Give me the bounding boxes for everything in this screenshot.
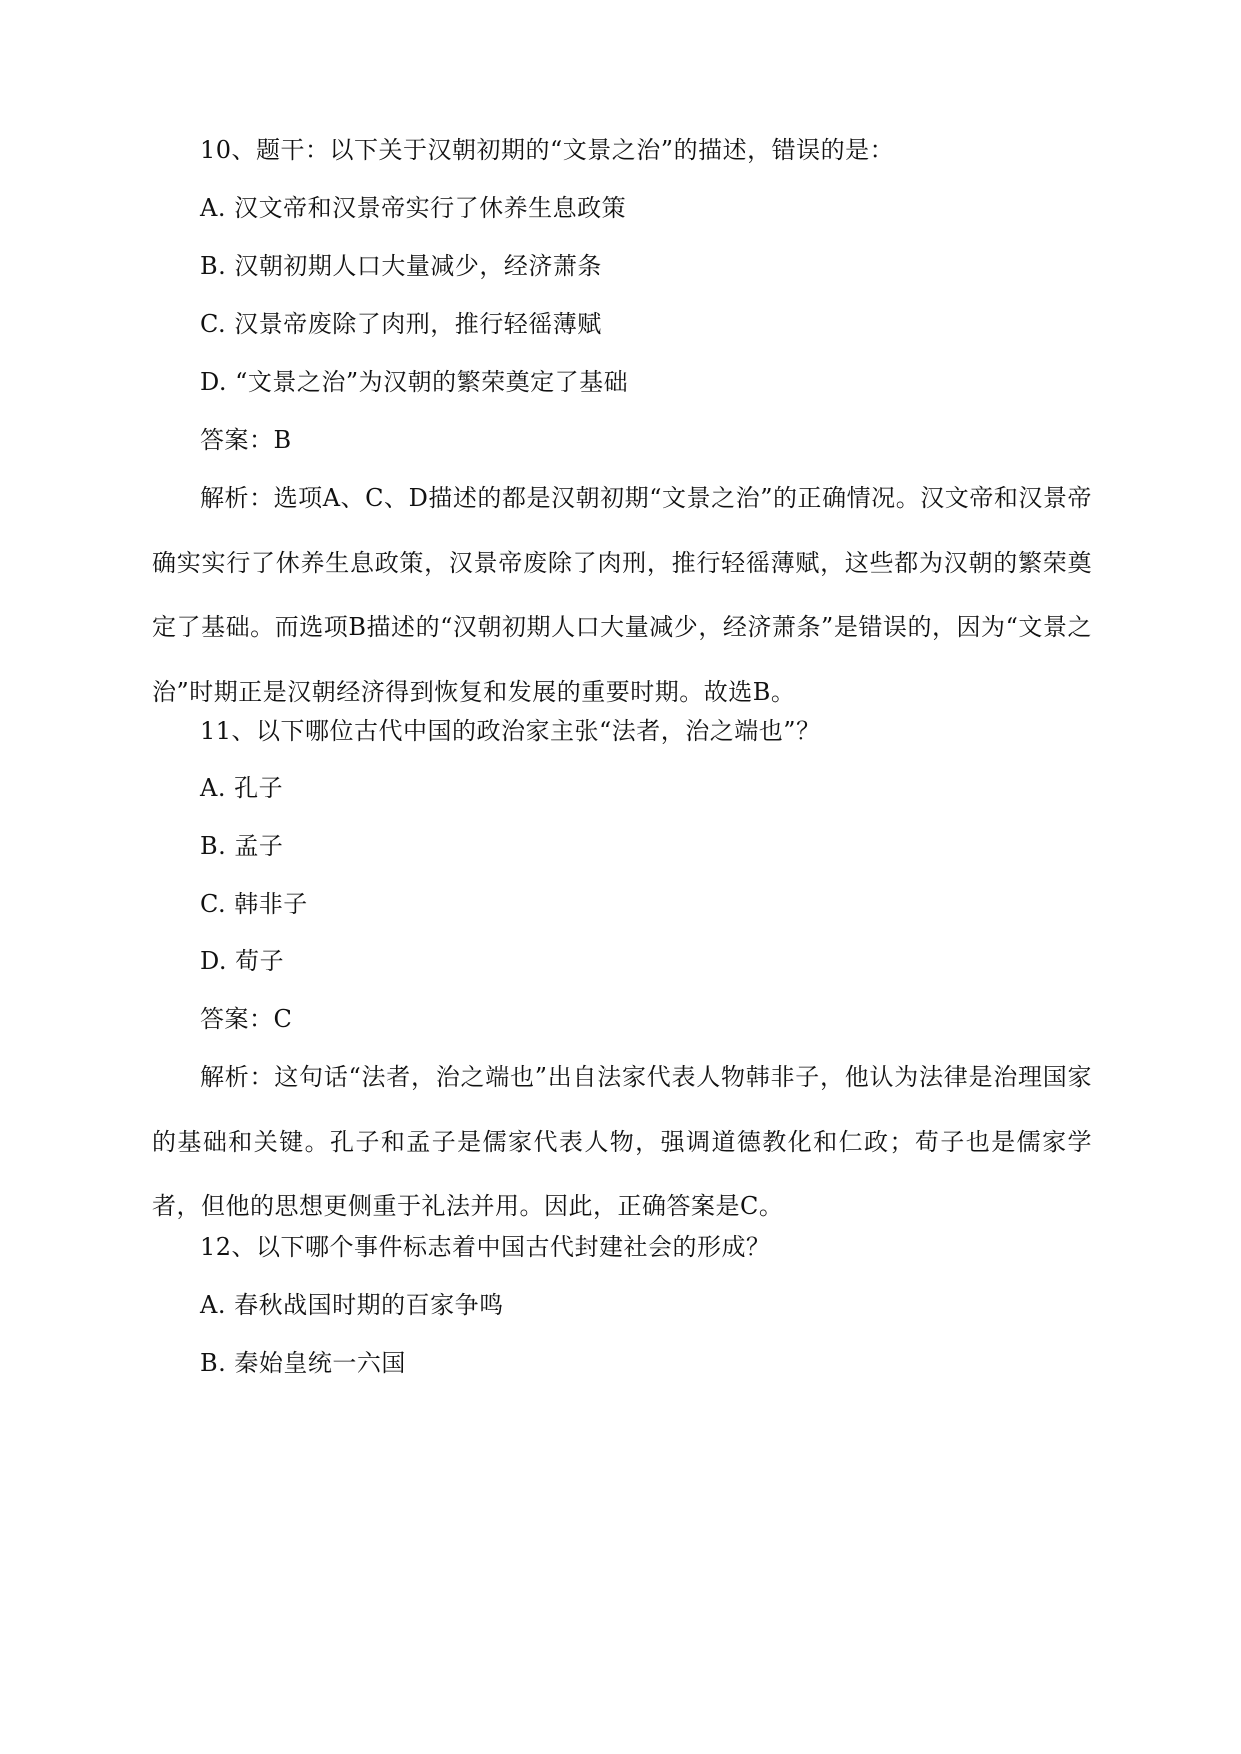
- question-11-option-d: D. 荀子: [200, 947, 285, 975]
- question-11-analysis: 解析：这句话“法者，治之端也”出自法家代表人物韩非子，他认为法律是治理国家的基础和关键。孔子和孟子是儒家代表人物，强调道德教化和仁政；荀子也是儒家学者，但他的思想更侧重于礼法并用。因此，正确答案是C。: [152, 1063, 1092, 1220]
- question-10-analysis: 解析：选项A、C、D描述的都是汉朝初期“文景之治”的正确情况。汉文帝和汉景帝确实实行了休养生息政策，汉景帝废除了肉刑，推行轻徭薄赋，这些都为汉朝的繁荣奠定了基础。而选项B描述的“汉朝初期人口大量减少，经济萧条”是错误的，因为“文景之治”时期正是汉朝经济得到恢复和发展的重要时期。故选B。: [152, 484, 1092, 706]
- question-12-stem: 12、以下哪个事件标志着中国古代封建社会的形成？: [200, 1233, 771, 1261]
- question-11-option-b: B. 孟子: [200, 832, 284, 860]
- question-12-option-b: B. 秦始皇统一六国: [200, 1349, 406, 1377]
- question-10-stem: 10、题干：以下关于汉朝初期的“文景之治”的描述，错误的是：: [200, 136, 895, 164]
- question-10-option-b: B. 汉朝初期人口大量减少，经济萧条: [200, 252, 602, 280]
- question-10-option-d: D. “文景之治”为汉朝的繁荣奠定了基础: [200, 368, 629, 396]
- question-11-answer: 答案：C: [200, 1005, 293, 1033]
- question-10-option-a: A. 汉文帝和汉景帝实行了休养生息政策: [200, 194, 627, 222]
- question-10-option-c: C. 汉景帝废除了肉刑，推行轻徭薄赋: [200, 310, 602, 338]
- question-10-answer: 答案：B: [200, 426, 292, 454]
- question-12-option-a: A. 春秋战国时期的百家争鸣: [200, 1291, 504, 1319]
- question-11-stem: 11、以下哪位古代中国的政治家主张“法者，治之端也”？: [200, 717, 821, 745]
- question-11-option-a: A. 孔子: [200, 774, 284, 802]
- question-11-option-c: C. 韩非子: [200, 890, 308, 918]
